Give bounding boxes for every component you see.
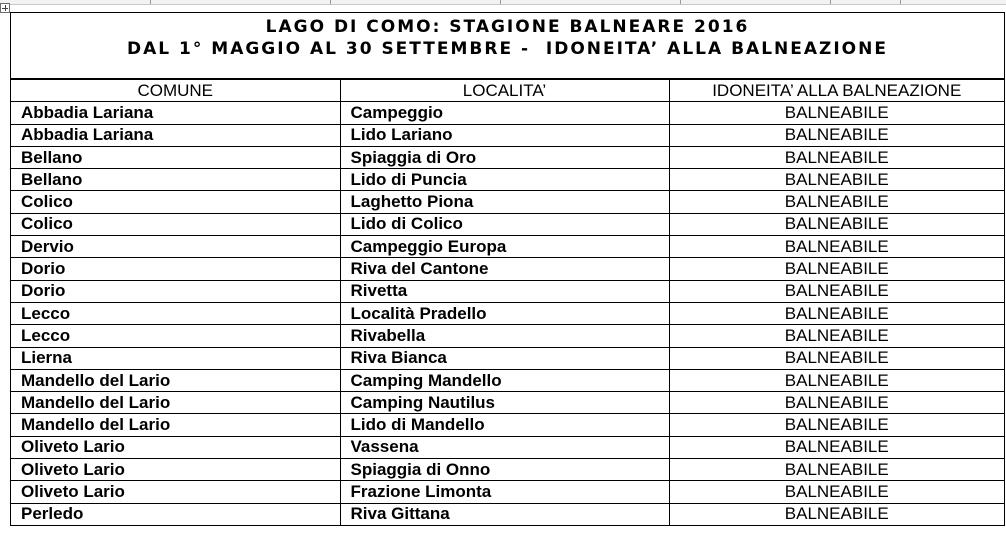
table-row <box>11 258 1004 280</box>
table-row <box>11 146 1004 168</box>
ruler-tick <box>330 0 331 4</box>
idoneita-cell: BALNEABILE <box>669 280 1004 302</box>
localita-cell: Camping Mandello <box>340 369 669 391</box>
idoneita-cell: BALNEABILE <box>669 325 1004 347</box>
localita-cell: Lido di Puncia <box>340 169 669 191</box>
title-line-1: LAGO DI COMO: STAGIONE BALNEARE 2016 <box>265 17 750 37</box>
idoneita-cell: BALNEABILE <box>669 503 1004 525</box>
title-line-2: DAL 1° MAGGIO AL 30 SETTEMBRE - IDONEITA’ ALLA BALNEAZIONE <box>127 39 888 59</box>
comune-cell: Mandello del Lario <box>11 392 340 414</box>
localita-cell: Campeggio Europa <box>340 236 669 258</box>
localita-cell: Località Pradello <box>340 302 669 324</box>
header-comune: COMUNE <box>11 80 340 102</box>
comune-cell: Colico <box>11 191 340 213</box>
comune-cell: Oliveto Lario <box>11 436 340 458</box>
comune-cell: Lecco <box>11 302 340 324</box>
localita-cell: Riva Bianca <box>340 347 669 369</box>
bathing-table <box>11 79 1004 525</box>
table-row <box>11 280 1004 302</box>
localita-cell: Lido di Mandello <box>340 414 669 436</box>
table-row <box>11 236 1004 258</box>
localita-cell: Riva Gittana <box>340 503 669 525</box>
idoneita-cell: BALNEABILE <box>669 414 1004 436</box>
idoneita-cell: BALNEABILE <box>669 124 1004 146</box>
table-row <box>11 213 1004 235</box>
table-row <box>11 459 1004 481</box>
comune-cell: Oliveto Lario <box>11 481 340 503</box>
localita-cell: Spiaggia di Onno <box>340 459 669 481</box>
idoneita-cell: BALNEABILE <box>669 258 1004 280</box>
comune-cell: Bellano <box>11 146 340 168</box>
comune-cell: Abbadia Lariana <box>11 102 340 124</box>
ruler-tick <box>500 0 501 4</box>
table-row <box>11 414 1004 436</box>
idoneita-cell: BALNEABILE <box>669 369 1004 391</box>
table-row <box>11 302 1004 324</box>
ruler-tick <box>900 0 901 4</box>
idoneita-cell: BALNEABILE <box>669 481 1004 503</box>
table-row <box>11 102 1004 124</box>
comune-cell: Dorio <box>11 258 340 280</box>
idoneita-cell: BALNEABILE <box>669 191 1004 213</box>
localita-cell: Lido di Colico <box>340 213 669 235</box>
comune-cell: Perledo <box>11 503 340 525</box>
table-row <box>11 325 1004 347</box>
table-row <box>11 347 1004 369</box>
localita-cell: Rivabella <box>340 325 669 347</box>
table-row <box>11 392 1004 414</box>
ruler-tick <box>680 0 681 4</box>
bathing-table-sheet <box>10 12 1005 526</box>
idoneita-cell: BALNEABILE <box>669 436 1004 458</box>
comune-cell: Mandello del Lario <box>11 369 340 391</box>
header-idoneita: IDONEITA’ ALLA BALNEAZIONE <box>669 80 1004 102</box>
ruler-tick <box>830 0 831 4</box>
comune-cell: Lecco <box>11 325 340 347</box>
table-row <box>11 124 1004 146</box>
table-row <box>11 191 1004 213</box>
table-row <box>11 436 1004 458</box>
comune-cell: Mandello del Lario <box>11 414 340 436</box>
localita-cell: Rivetta <box>340 280 669 302</box>
comune-cell: Dervio <box>11 236 340 258</box>
localita-cell: Campeggio <box>340 102 669 124</box>
idoneita-cell: BALNEABILE <box>669 347 1004 369</box>
comune-cell: Dorio <box>11 280 340 302</box>
localita-cell: Vassena <box>340 436 669 458</box>
comune-cell: Oliveto Lario <box>11 459 340 481</box>
localita-cell: Camping Nautilus <box>340 392 669 414</box>
idoneita-cell: BALNEABILE <box>669 392 1004 414</box>
header-row <box>11 80 1004 102</box>
header-localita: LOCALITA’ <box>340 80 669 102</box>
localita-cell: Spiaggia di Oro <box>340 146 669 168</box>
table-row <box>11 481 1004 503</box>
idoneita-cell: BALNEABILE <box>669 146 1004 168</box>
table-row <box>11 169 1004 191</box>
title-block <box>11 13 1004 79</box>
comune-cell: Colico <box>11 213 340 235</box>
comune-cell: Abbadia Lariana <box>11 124 340 146</box>
table-row <box>11 503 1004 525</box>
localita-cell: Laghetto Piona <box>340 191 669 213</box>
comune-cell: Bellano <box>11 169 340 191</box>
table-row <box>11 369 1004 391</box>
localita-cell: Riva del Cantone <box>340 258 669 280</box>
idoneita-cell: BALNEABILE <box>669 102 1004 124</box>
idoneita-cell: BALNEABILE <box>669 459 1004 481</box>
idoneita-cell: BALNEABILE <box>669 236 1004 258</box>
localita-cell: Lido Lariano <box>340 124 669 146</box>
comune-cell: Lierna <box>11 347 340 369</box>
idoneita-cell: BALNEABILE <box>669 169 1004 191</box>
ruler-tick <box>150 0 151 4</box>
localita-cell: Frazione Limonta <box>340 481 669 503</box>
idoneita-cell: BALNEABILE <box>669 213 1004 235</box>
ruler-strip <box>0 0 1006 5</box>
table-move-handle-icon[interactable] <box>0 3 10 13</box>
idoneita-cell: BALNEABILE <box>669 302 1004 324</box>
